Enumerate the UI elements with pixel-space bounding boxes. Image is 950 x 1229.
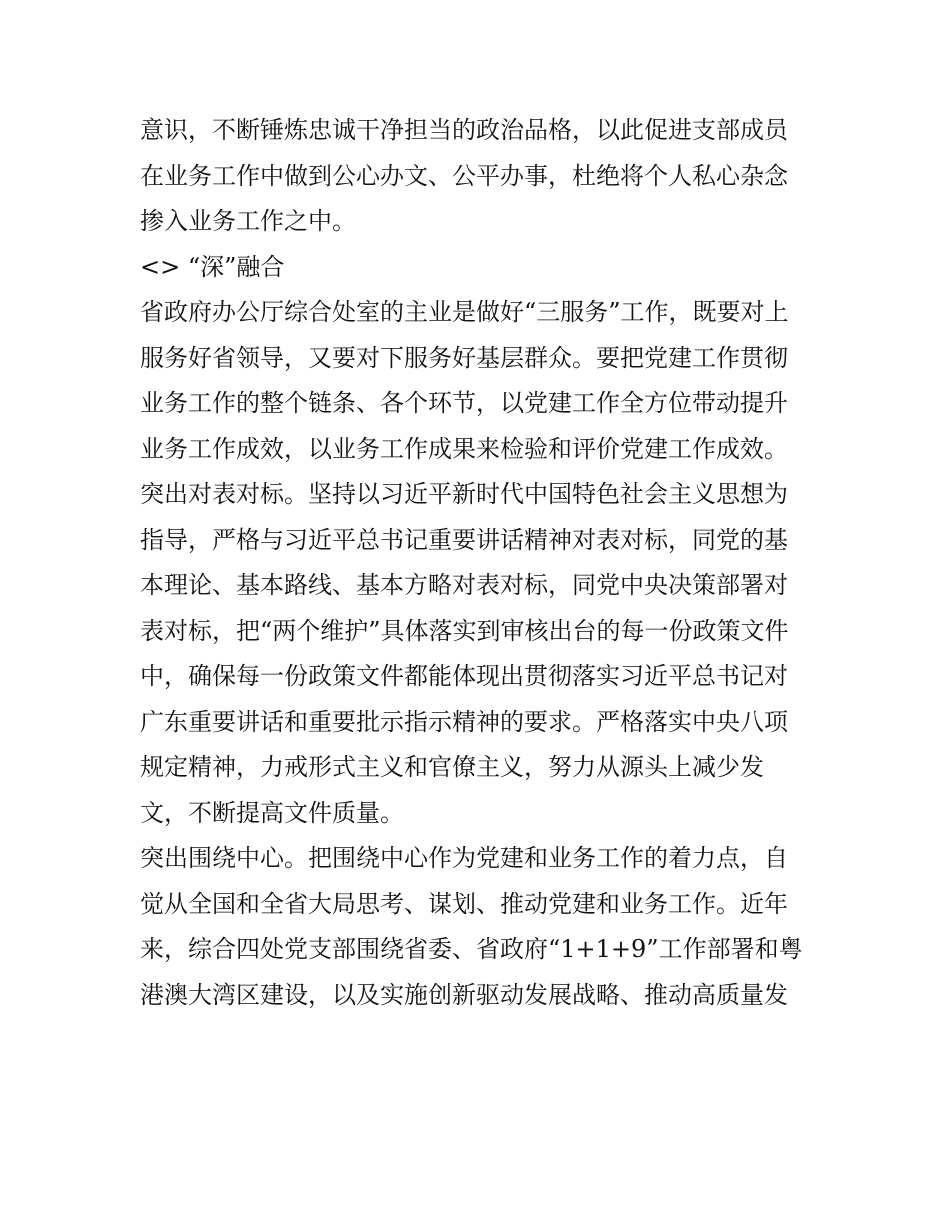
paragraph-intro-continued <box>140 108 820 245</box>
document-body <box>140 108 820 1018</box>
text-line: 省政府办公厅综合处室的主业是做好“三服务”工作，既要对上 <box>140 298 789 326</box>
text-line: 文，不断提高文件质量。 <box>140 798 404 827</box>
text-line: 服务好省领导，又要对下服务好基层群众。要把党建工作贯彻 <box>140 343 788 372</box>
text-line: 港澳大湾区建设，以及实施创新驱动发展战略、推动高质量发 <box>140 980 788 1009</box>
text-line: 突出对表对标。坚持以习近平新时代中国特色社会主义思想为 <box>140 480 788 508</box>
text-line: 觉从全国和全省大局思考、谋划、推动党建和业务工作。近年 <box>140 889 788 918</box>
text-line: 在业务工作中做到公心办文、公平办事，杜绝将个人私心杂念 <box>140 161 788 190</box>
text-line: 来，综合四处党支部围绕省委、省政府“1+1+9”工作部署和粤 <box>140 935 803 963</box>
paragraph-centering <box>140 836 820 1018</box>
text-line: 业务工作的整个链条、各个环节，以党建工作全方位带动提升 <box>140 389 788 417</box>
text-line: 意识，不断锤炼忠诚干净担当的政治品格，以此促进支部成员 <box>140 116 788 144</box>
paragraph-benchmarking <box>140 472 820 836</box>
text-line: 突出围绕中心。把围绕中心作为党建和业务工作的着力点，自 <box>140 844 788 872</box>
text-line: 业务工作成效，以业务工作成果来检验和评价党建工作成效。 <box>140 434 788 463</box>
text-line: 本理论、基本路线、基本方略对表对标，同党中央决策部署对 <box>140 571 788 599</box>
text-line: 规定精神，力戒形式主义和官僚主义，努力从源头上减少发 <box>140 753 764 781</box>
text-line: 掺入业务工作之中。 <box>140 207 356 235</box>
heading-line: <> “深”融合 <box>140 252 285 281</box>
text-line: 指导，严格与习近平总书记重要讲话精神对表对标，同党的基 <box>140 525 788 554</box>
text-line: 广东重要讲话和重要批示指示精神的要求。严格落实中央八项 <box>140 707 788 736</box>
text-line: 中，确保每一份政策文件都能体现出贯彻落实习近平总书记对 <box>140 662 788 690</box>
paragraph-integration <box>140 290 820 472</box>
text-line: 表对标，把“两个维护”具体落实到审核出台的每一份政策文件 <box>140 616 789 645</box>
section-heading <box>140 245 820 291</box>
